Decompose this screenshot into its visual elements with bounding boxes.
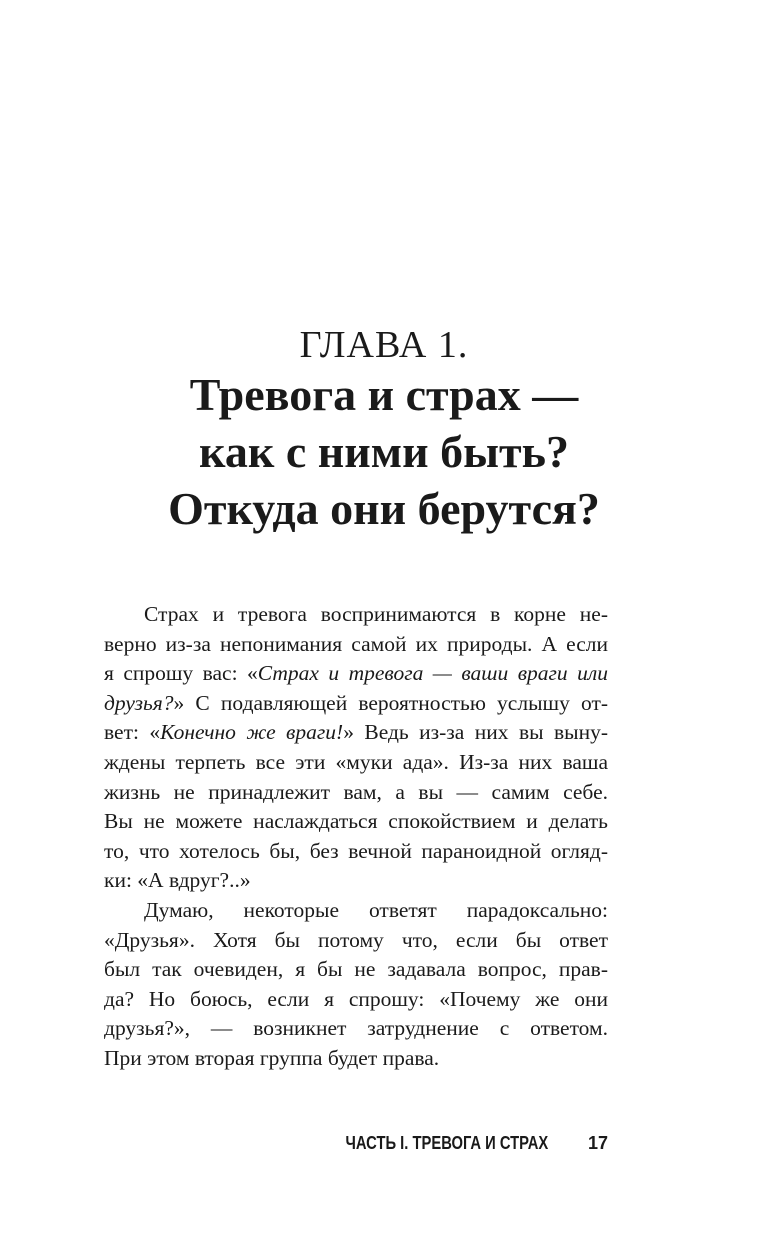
text-line: верно из-за непонимания самой их природы. А если: [104, 631, 608, 656]
italic-text: друзья?: [104, 690, 174, 715]
text-line: ждены терпеть все эти «муки ада». Из-за них ваша: [104, 749, 608, 774]
text-line: Вы не можете наслаждаться спокойствием и делать: [104, 809, 608, 834]
chapter-title-line: Откуда они берутся?: [168, 483, 600, 534]
text-line: Страх и тревога воспринимаются в корне не-: [144, 602, 608, 626]
text-line: ки: «А вдруг?..»: [104, 868, 251, 893]
text-line: был так очевиден, я бы не задавала вопрос, прав-: [104, 957, 608, 982]
chapter-label: ГЛАВА 1.: [299, 324, 469, 366]
running-head: ЧАСТЬ I. ТРЕВОГА И СТРАХ: [345, 1133, 548, 1153]
text-line: друзья?», — возникнет затруднение с ответом.: [104, 1016, 608, 1041]
page-footer: [104, 1130, 608, 1156]
text-line: Думаю, некоторые ответят парадоксально:: [144, 897, 608, 922]
text-line: я спрошу вас: «Страх и тревога — ваши враги или: [104, 661, 608, 686]
page-number: 17: [587, 1133, 608, 1153]
text-line: При этом вторая группа будет права.: [104, 1045, 440, 1070]
text-line: вет: «Конечно же враги!» Ведь из-за них вы выну-: [104, 720, 608, 745]
text-line: друзья?» С подавляющей вероятностью услышу от-: [104, 690, 608, 715]
text-line: то, что хотелось бы, без вечной параноидной огляд-: [104, 838, 608, 863]
italic-text: Страх и тревога — ваши враги или: [257, 661, 608, 686]
text-line: «Друзья». Хотя бы потому что, если бы ответ: [104, 927, 608, 952]
text-line: жизнь не принадлежит вам, а вы — самим себе.: [104, 779, 608, 804]
chapter-title-line: Тревога и страх —: [189, 369, 579, 420]
chapter-title-line: как с ними быть?: [199, 426, 569, 477]
body-text: [104, 600, 608, 1074]
italic-text: Конечно же враги!: [160, 720, 344, 745]
chapter-title: [0, 366, 768, 537]
text-line: да? Но боюсь, если я спрошу: «Почему же они: [104, 986, 608, 1011]
